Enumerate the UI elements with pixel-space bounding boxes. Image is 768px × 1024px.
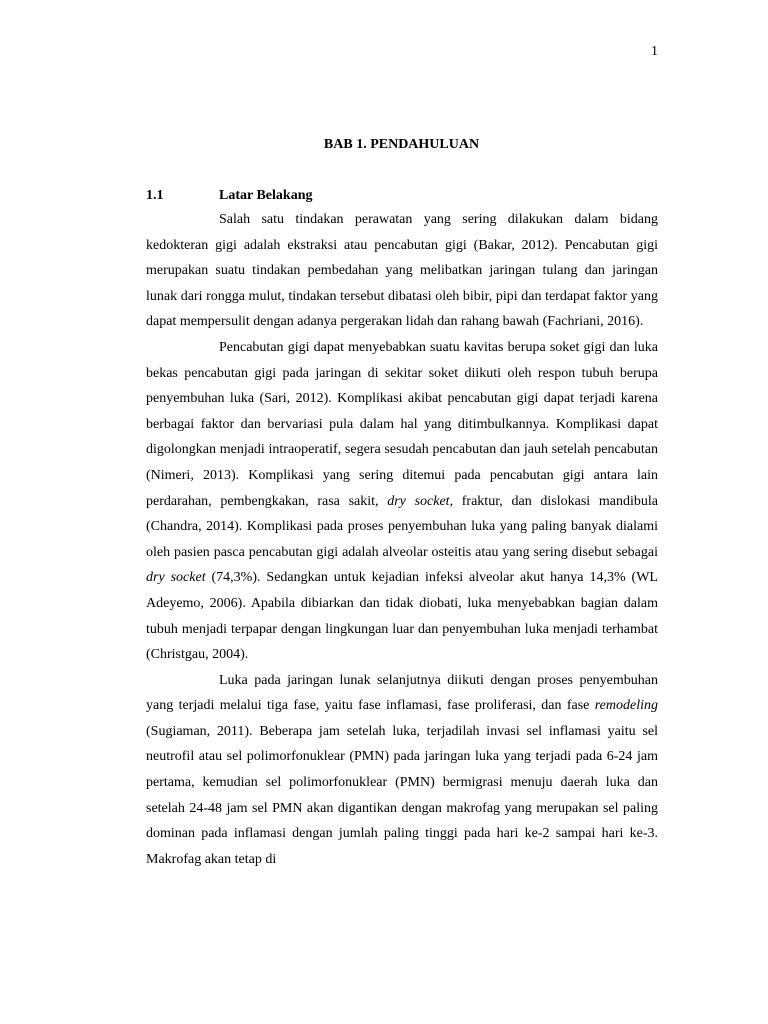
italic-term: remodeling (594, 698, 658, 714)
body-text (146, 207, 658, 872)
section-number: 1.1 (146, 188, 164, 203)
text-run: Pencabutan gigi dapat menyebabkan suatu kavitas berupa soket gigi dan luka bekas pencabutan gigi pada jaringan di sekitar soket diikuti oleh respon tubuh berupa penyembuhan luka (Sari, 2012). Komplikasi akibat pencabutan gigi dapat terjadi karena berbagai faktor dan bervariasi pula dalam hal yang ditimbulkannya. Komplikasi dapat digolongkan menjadi intraoperatif, segera sesudah pencabutan dan jauh setelah pencabutan (Nimeri, 2013). Komplikasi yang sering ditemui pada pencabutan gigi antara lain perdarahan, pembengkakan, rasa sakit, (146, 339, 658, 509)
section-title: Latar Belakang (219, 188, 313, 203)
text-run: (74,3%). Sedangkan untuk kejadian infeksi alveolar akut hanya 14,3% (WL Adeyemo, 2006). Apabila dibiarkan dan tidak diobati, luka menyebabkan bagian dalam tubuh menjadi terpapar dengan lingkungan luar dan penyembuhan luka menjadi terhambat (Christgau, 2004). (146, 570, 658, 663)
italic-term: dry socket (387, 493, 450, 509)
text-run: Salah satu tindakan perawatan yang sering dilakukan dalam bidang kedokteran gigi adalah ekstraksi atau pencabutan gigi (Bakar, 2012). Pencabutan gigi merupakan suatu tindakan pembedahan yang melibatkan jaringan tulang dan jaringan lunak dari rongga mulut, tindakan tersebut dibatasi oleh bibir, pipi dan terdapat faktor yang dapat mempersulit dengan adanya pergerakan lidah dan rahang bawah (Fachriani, 2016). (146, 212, 658, 330)
text-run: , fraktur, dan dislokasi mandibula (Chandra, 2014). Komplikasi pada proses penyembuhan luka yang paling banyak dialami oleh pasien pasca pencabutan gigi adalah alveolar osteitis atau yang sering disebut sebagai (146, 493, 658, 560)
italic-term: dry socket (146, 570, 206, 586)
paragraph (146, 668, 658, 873)
text-run: Luka pada jaringan lunak selanjutnya diikuti dengan proses penyembuhan yang terjadi melalui tiga fase, yaitu fase inflamasi, fase proliferasi, dan fase (146, 672, 658, 714)
page-number: 1 (651, 44, 658, 59)
chapter-title: BAB 1. PENDAHULUAN (323, 137, 480, 152)
paragraph (146, 207, 658, 335)
text-run: (Sugiaman, 2011). Beberapa jam setelah luka, terjadilah invasi sel inflamasi yaitu sel neutrofil atau sel polimorfonuklear (PMN) pada jaringan luka yang terjadi pada 6-24 jam pertama, kemudian sel polimorfonuklear (PMN) bermigrasi menuju daerah luka dan setelah 24-48 jam sel PMN akan digantikan dengan makrofag yang merupakan sel paling dominan pada inflamasi dengan jumlah paling tinggi pada hari ke-2 sampai hari ke-3. Makrofag akan tetap di (146, 723, 658, 867)
paragraph (146, 335, 658, 668)
section-heading (146, 188, 312, 204)
